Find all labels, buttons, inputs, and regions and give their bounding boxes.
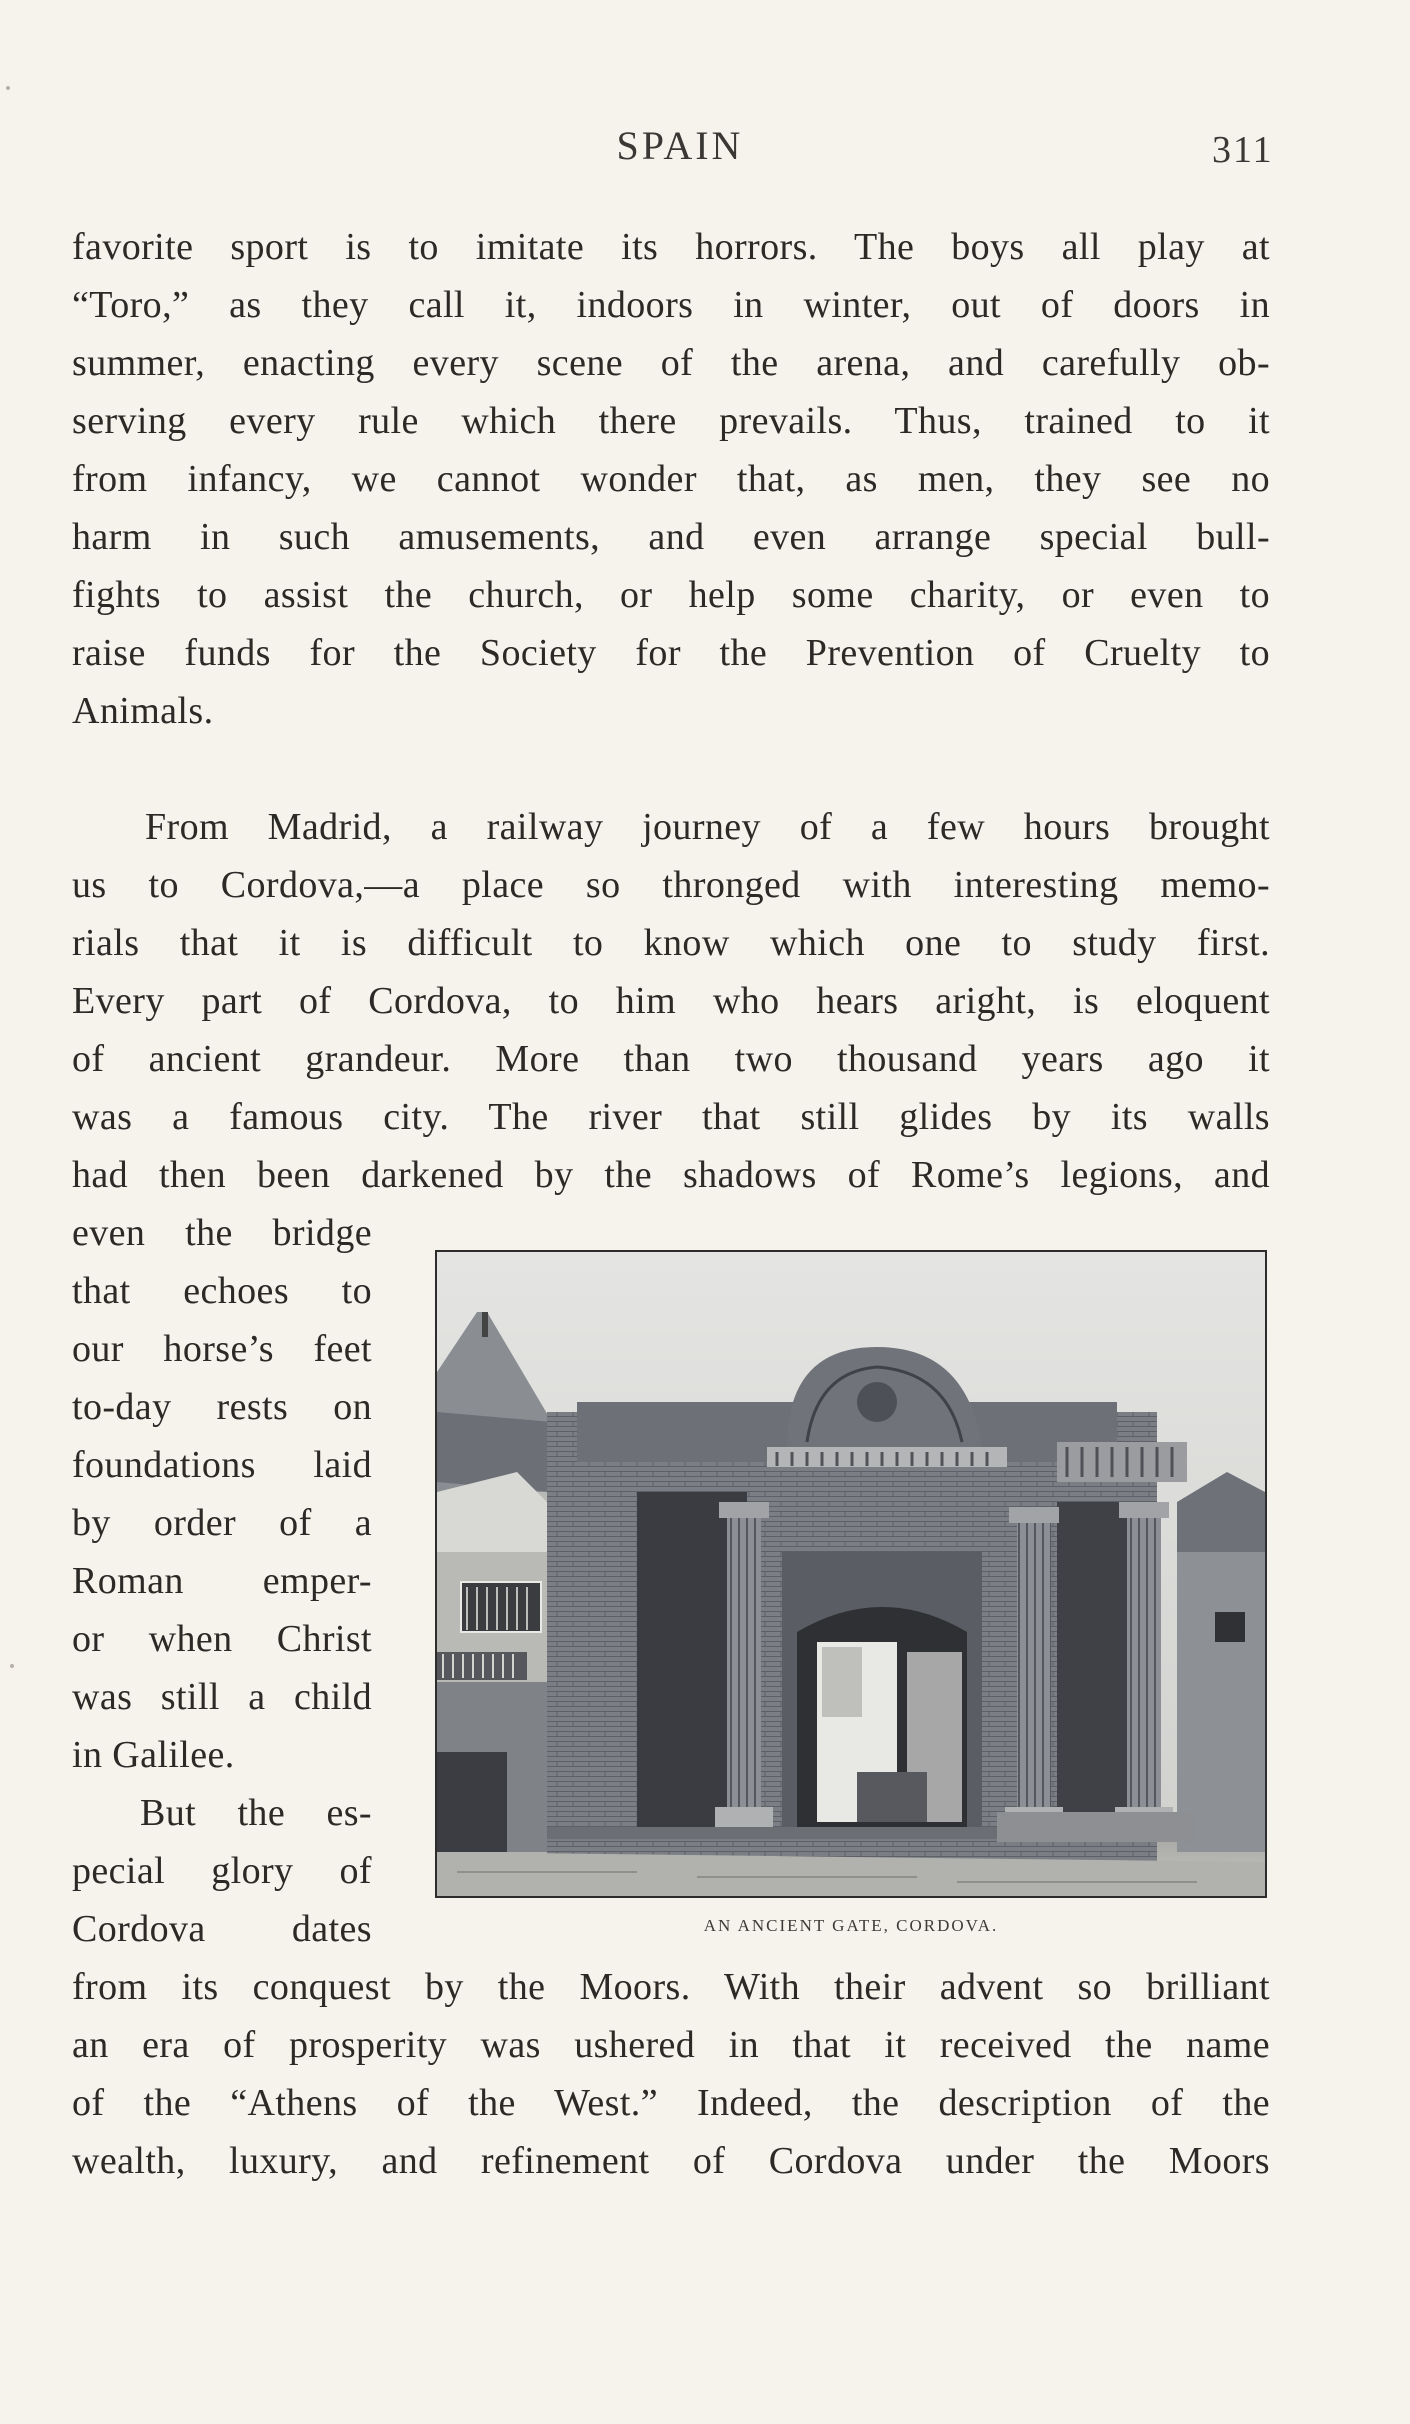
running-head: SPAIN — [616, 123, 744, 168]
text-line: Every part of Cordova, to him who hears aright, is eloquent — [72, 980, 1270, 1022]
text-line: of ancient grandeur. More than two thousand years ago it — [72, 1038, 1270, 1080]
text-line: wealth, luxury, and refinement of Cordova under the Moors — [72, 2140, 1270, 2182]
text-line: pecial glory of — [72, 1850, 372, 1892]
text-line: that echoes to — [72, 1270, 372, 1312]
text-line: raise funds for the Society for the Prevention of Cruelty to — [72, 632, 1270, 674]
paper-speck — [6, 86, 10, 90]
text-line: rials that it is difficult to know which one to study first. — [72, 922, 1270, 964]
text-line: favorite sport is to imitate its horrors. The boys all play at — [72, 226, 1270, 268]
text-line: From Madrid, a railway journey of a few hours brought — [145, 806, 1270, 848]
text-line: summer, enacting every scene of the arena, and carefully ob- — [72, 342, 1270, 384]
text-line: Animals. — [72, 690, 214, 732]
text-line: Roman emper- — [72, 1560, 372, 1602]
text-line: Cordova dates — [72, 1908, 372, 1950]
text-line: was still a child — [72, 1676, 372, 1718]
text-line: by order of a — [72, 1502, 372, 1544]
text-line: to-day rests on — [72, 1386, 372, 1428]
text-line: But the es- — [140, 1792, 372, 1834]
figure-caption: AN ANCIENT GATE, CORDOVA. — [703, 1916, 999, 1935]
gate-photograph — [435, 1250, 1267, 1898]
text-line: us to Cordova,—a place so thronged with interesting memo- — [72, 864, 1270, 906]
text-line: from infancy, we cannot wonder that, as men, they see no — [72, 458, 1270, 500]
text-line: was a famous city. The river that still glides by its walls — [72, 1096, 1270, 1138]
text-line: had then been darkened by the shadows of Rome’s legions, and — [72, 1154, 1270, 1196]
text-line: or when Christ — [72, 1618, 372, 1660]
text-line: foundations laid — [72, 1444, 372, 1486]
text-line: serving every rule which there prevails. Thus, trained to it — [72, 400, 1270, 442]
text-line: fights to assist the church, or help some charity, or even to — [72, 574, 1270, 616]
text-line: our horse’s feet — [72, 1328, 372, 1370]
paper-speck — [10, 1664, 14, 1668]
text-line: from its conquest by the Moors. With their advent so brilliant — [72, 1966, 1270, 2008]
text-line: an era of prosperity was ushered in that it received the name — [72, 2024, 1270, 2066]
text-line: “Toro,” as they call it, indoors in winter, out of doors in — [72, 284, 1270, 326]
page-number: 311 — [1212, 129, 1274, 171]
text-line: in Galilee. — [72, 1734, 235, 1776]
text-line: harm in such amusements, and even arrange special bull- — [72, 516, 1270, 558]
gate-illustration — [437, 1252, 1265, 1896]
text-line: of the “Athens of the West.” Indeed, the description of the — [72, 2082, 1270, 2124]
text-line: even the bridge — [72, 1212, 372, 1254]
